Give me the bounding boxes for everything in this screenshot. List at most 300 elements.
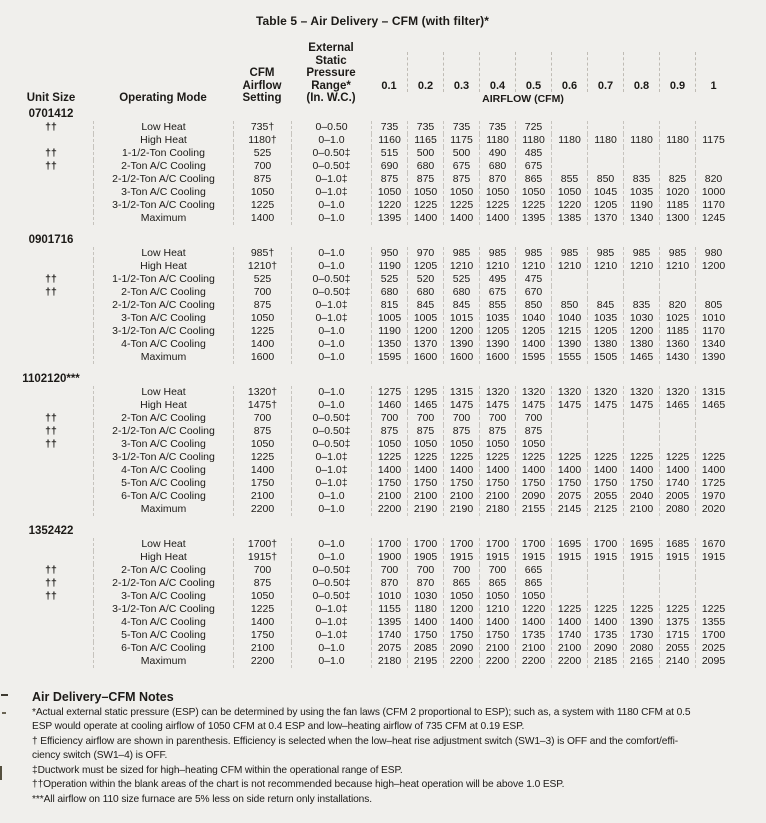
airflow-value-cell [659, 577, 695, 590]
airflow-value-cell: 1225 [623, 451, 659, 464]
operating-mode-cell: 5-Ton A/C Cooling [93, 477, 233, 490]
airflow-value-cell: 850 [551, 299, 587, 312]
airflow-value-cell: 1155 [371, 603, 407, 616]
airflow-value-cell: 2025 [695, 642, 731, 655]
table-title: Table 5 – Air Delivery – CFM (with filter)* [255, 14, 490, 28]
row-flag [9, 351, 93, 364]
cfm-setting-cell: 1225 [233, 325, 291, 338]
airflow-value-cell [659, 286, 695, 299]
cfm-setting-cell: 1400 [233, 338, 291, 351]
esp-range-cell: 0–1.0‡ [291, 603, 371, 616]
cfm-setting-cell: 875 [233, 173, 291, 186]
airflow-value-cell: 1735 [587, 629, 623, 642]
table-row [9, 655, 766, 668]
airflow-value-cell: 1400 [407, 464, 443, 477]
table-row [9, 564, 766, 577]
airflow-value-cell: 1395 [515, 212, 551, 225]
operating-mode-cell: Maximum [93, 655, 233, 668]
airflow-value-cell: 2155 [515, 503, 551, 516]
operating-mode-cell: 2-Ton A/C Cooling [93, 286, 233, 299]
airflow-value-cell: 700 [479, 564, 515, 577]
airflow-value-cell: 985 [443, 247, 479, 260]
table-row [9, 451, 766, 464]
table-row [9, 438, 766, 451]
table-row [9, 629, 766, 642]
airflow-value-cell: 970 [407, 247, 443, 260]
esp-range-cell: 0–1.0 [291, 260, 371, 273]
airflow-value-cell: 675 [443, 160, 479, 173]
airflow-value-cell: 850 [587, 173, 623, 186]
table-row [9, 199, 766, 212]
airflow-value-cell: 735 [407, 121, 443, 134]
row-flag [9, 325, 93, 338]
airflow-value-cell: 2090 [587, 642, 623, 655]
airflow-value-cell: 1180 [587, 134, 623, 147]
table-row [9, 121, 766, 134]
airflow-value-cell: 1400 [659, 464, 695, 477]
airflow-value-cell: 2005 [659, 490, 695, 503]
airflow-value-cell: 1465 [623, 351, 659, 364]
airflow-value-cell: 1210 [479, 260, 515, 273]
airflow-value-cell: 735 [443, 121, 479, 134]
esp-range-cell: 0–1.0 [291, 212, 371, 225]
airflow-value-cell: 1750 [443, 477, 479, 490]
airflow-value-cell: 1210 [587, 260, 623, 273]
airflow-value-cell: 1200 [623, 325, 659, 338]
airflow-value-cell: 1225 [695, 603, 731, 616]
note-line: ciency switch (SW1–4) is OFF. [32, 750, 168, 762]
airflow-value-cell: 1180 [515, 134, 551, 147]
airflow-value-cell: 1750 [443, 629, 479, 642]
col-header-cfm-setting [233, 67, 291, 105]
airflow-value-cell: 985 [659, 247, 695, 260]
table-row [9, 425, 766, 438]
airflow-value-cell [695, 121, 731, 134]
airflow-value-cell: 1030 [623, 312, 659, 325]
esp-tick-row [371, 52, 731, 92]
row-flag [9, 212, 93, 225]
airflow-value-cell: 1915 [515, 551, 551, 564]
row-flag [9, 260, 93, 273]
airflow-value-cell: 1400 [407, 212, 443, 225]
airflow-value-cell: 690 [371, 160, 407, 173]
operating-mode-cell: Maximum [93, 503, 233, 516]
airflow-value-cell: 2125 [587, 503, 623, 516]
airflow-value-cell: 700 [407, 412, 443, 425]
airflow-value-cell: 1225 [371, 451, 407, 464]
table-row [9, 134, 766, 147]
airflow-value-cell: 1050 [515, 590, 551, 603]
airflow-value-cell: 845 [587, 299, 623, 312]
col-header-operating-mode: Operating Mode [119, 92, 207, 104]
esp-range-cell: 0–1.0 [291, 490, 371, 503]
table-row [9, 247, 766, 260]
esp-range-cell: 0–1.0 [291, 199, 371, 212]
airflow-value-cell [551, 412, 587, 425]
airflow-value-cell [551, 577, 587, 590]
airflow-value-cell [695, 590, 731, 603]
cfm-setting-cell: 875 [233, 577, 291, 590]
airflow-value-cell [551, 147, 587, 160]
operating-mode-cell: 6-Ton A/C Cooling [93, 490, 233, 503]
esp-range-cell: 0–1.0 [291, 538, 371, 551]
row-flag [9, 134, 93, 147]
airflow-value-cell: 1400 [515, 616, 551, 629]
airflow-value-cell [587, 590, 623, 603]
cfm-setting-cell: 525 [233, 273, 291, 286]
airflow-value-cell: 1205 [587, 325, 623, 338]
airflow-value-cell [587, 564, 623, 577]
airflow-value-cell: 985 [515, 247, 551, 260]
airflow-value-cell: 1220 [551, 199, 587, 212]
airflow-value-cell: 2020 [695, 503, 731, 516]
airflow-value-cell: 1380 [623, 338, 659, 351]
cfm-setting-cell: 700 [233, 564, 291, 577]
airflow-value-cell [623, 273, 659, 286]
airflow-value-cell: 1400 [551, 616, 587, 629]
airflow-value-cell: 1465 [407, 399, 443, 412]
cfm-setting-cell: 700 [233, 412, 291, 425]
airflow-columns-header [371, 52, 731, 105]
airflow-value-cell: 985 [587, 247, 623, 260]
esp-tick: 0.6 [551, 52, 587, 92]
airflow-value-cell: 1045 [587, 186, 623, 199]
esp-range-cell: 0–1.0 [291, 338, 371, 351]
row-flag: †† [45, 120, 57, 133]
scan-artifact [2, 712, 6, 714]
esp-tick: 0.2 [407, 52, 443, 92]
airflow-value-cell: 1750 [551, 477, 587, 490]
airflow-value-cell [551, 286, 587, 299]
airflow-value-cell [587, 160, 623, 173]
airflow-value-cell: 1210 [479, 603, 515, 616]
airflow-value-cell: 2080 [659, 503, 695, 516]
airflow-value-cell: 1225 [479, 199, 515, 212]
operating-mode-cell: 6-Ton A/C Cooling [93, 642, 233, 655]
note-line: ESP would operate at cooling airflow of 1050 CFM at 0.4 ESP and low–heating airflow of 735 CFM at 0.19 ESP. [32, 721, 525, 733]
airflow-value-cell: 1475 [551, 399, 587, 412]
notes-lines [32, 706, 766, 808]
airflow-value-cell: 490 [479, 147, 515, 160]
airflow-value-cell: 1050 [479, 590, 515, 603]
unit-size-label: 1102120*** [22, 372, 80, 385]
operating-mode-cell: 3-1/2-Ton A/C Cooling [93, 451, 233, 464]
esp-tick: 0.4 [479, 52, 515, 92]
airflow-value-cell: 1395 [371, 212, 407, 225]
airflow-value-cell: 1915 [443, 551, 479, 564]
airflow-value-cell: 1050 [515, 438, 551, 451]
airflow-value-cell: 700 [371, 412, 407, 425]
airflow-value-cell: 1175 [695, 134, 731, 147]
airflow-value-cell [587, 412, 623, 425]
table-row [9, 616, 766, 629]
airflow-value-cell: 1185 [659, 325, 695, 338]
airflow-value-cell [659, 412, 695, 425]
airflow-value-cell: 1595 [515, 351, 551, 364]
unit-size-label: 0901716 [28, 233, 74, 246]
operating-mode-cell: 3-1/2-Ton A/C Cooling [93, 603, 233, 616]
airflow-value-cell: 1475 [623, 399, 659, 412]
operating-mode-cell: 2-1/2-Ton A/C Cooling [93, 425, 233, 438]
airflow-value-cell: 1020 [659, 186, 695, 199]
notes-section [32, 690, 766, 808]
airflow-value-cell: 1370 [407, 338, 443, 351]
airflow-value-cell: 1320 [659, 386, 695, 399]
airflow-value-cell: 1735 [515, 629, 551, 642]
airflow-value-cell [551, 425, 587, 438]
airflow-value-cell: 1215 [551, 325, 587, 338]
row-flag [9, 477, 93, 490]
airflow-value-cell: 875 [407, 173, 443, 186]
row-flag: †† [45, 285, 57, 298]
airflow-value-cell: 2055 [587, 490, 623, 503]
cfm-setting-cell: 1210† [233, 260, 291, 273]
scan-artifact [0, 766, 2, 780]
airflow-value-cell: 1355 [695, 616, 731, 629]
row-flag [9, 629, 93, 642]
row-flag [9, 386, 93, 399]
cfm-setting-cell: 1475† [233, 399, 291, 412]
esp-range-cell: 0–0.50‡ [291, 412, 371, 425]
airflow-value-cell: 1245 [695, 212, 731, 225]
airflow-value-cell: 1320 [551, 386, 587, 399]
airflow-value-cell: 2180 [371, 655, 407, 668]
cfm-setting-cell: 1225 [233, 603, 291, 616]
airflow-value-cell: 1225 [695, 451, 731, 464]
airflow-value-cell [659, 147, 695, 160]
airflow-value-cell: 1225 [515, 451, 551, 464]
airflow-value-cell: 1400 [587, 464, 623, 477]
airflow-value-cell: 1400 [407, 616, 443, 629]
airflow-value-cell: 1400 [443, 616, 479, 629]
airflow-value-cell: 725 [515, 121, 551, 134]
table-row [9, 642, 766, 655]
cfm-setting-cell: 2100 [233, 490, 291, 503]
operating-mode-cell: 5-Ton A/C Cooling [93, 629, 233, 642]
airflow-value-cell [659, 438, 695, 451]
operating-mode-cell: 4-Ton A/C Cooling [93, 616, 233, 629]
airflow-value-cell: 1400 [479, 464, 515, 477]
airflow-value-cell: 1915 [623, 551, 659, 564]
cfm-setting-cell: 1180† [233, 134, 291, 147]
airflow-value-cell: 820 [659, 299, 695, 312]
airflow-value-cell: 1700 [695, 629, 731, 642]
esp-tick: 0.7 [587, 52, 623, 92]
airflow-value-cell: 1700 [407, 538, 443, 551]
air-delivery-table [9, 42, 766, 668]
airflow-value-cell: 1740 [551, 629, 587, 642]
esp-range-cell: 0–0.50‡ [291, 425, 371, 438]
airflow-value-cell: 1695 [551, 538, 587, 551]
cfm-setting-cell: 1320† [233, 386, 291, 399]
airflow-value-cell [695, 577, 731, 590]
airflow-value-cell: 1225 [551, 603, 587, 616]
operating-mode-cell: 2-1/2-Ton A/C Cooling [93, 577, 233, 590]
airflow-value-cell [695, 147, 731, 160]
table-header-row [9, 42, 766, 105]
airflow-value-cell: 520 [407, 273, 443, 286]
airflow-value-cell: 1750 [407, 477, 443, 490]
airflow-value-cell: 875 [443, 173, 479, 186]
airflow-value-cell: 1225 [623, 603, 659, 616]
airflow-value-cell: 865 [479, 577, 515, 590]
airflow-value-cell: 835 [623, 299, 659, 312]
airflow-value-cell: 1400 [371, 464, 407, 477]
airflow-value-cell: 1220 [371, 199, 407, 212]
airflow-value-cell: 1740 [659, 477, 695, 490]
airflow-value-cell: 1225 [659, 451, 695, 464]
esp-range-cell: 0–1.0‡ [291, 629, 371, 642]
airflow-value-cell: 1475 [479, 399, 515, 412]
note-line: ‡Ductwork must be sized for high–heating CFM within the operational range of ESP. [32, 764, 403, 776]
airflow-value-cell: 1225 [407, 199, 443, 212]
airflow-value-cell: 2100 [407, 490, 443, 503]
airflow-value-cell: 1340 [623, 212, 659, 225]
airflow-value-cell: 2200 [515, 655, 551, 668]
airflow-value-cell: 1700 [587, 538, 623, 551]
airflow-value-cell: 1390 [551, 338, 587, 351]
airflow-value-cell: 700 [407, 564, 443, 577]
airflow-value-cell: 1395 [371, 616, 407, 629]
row-flag [9, 642, 93, 655]
esp-range-cell: 0–0.50 [291, 121, 371, 134]
esp-range-cell: 0–1.0‡ [291, 464, 371, 477]
airflow-value-cell: 1390 [479, 338, 515, 351]
airflow-cfm-label: AIRFLOW (CFM) [482, 92, 564, 105]
table-row [9, 286, 766, 299]
table-row [9, 577, 766, 590]
operating-mode-cell: High Heat [93, 134, 233, 147]
airflow-value-cell [695, 160, 731, 173]
airflow-value-cell: 1225 [407, 451, 443, 464]
airflow-value-cell [695, 564, 731, 577]
airflow-value-cell: 1700 [371, 538, 407, 551]
airflow-value-cell [659, 121, 695, 134]
airflow-value-cell: 1225 [587, 603, 623, 616]
airflow-value-cell [551, 438, 587, 451]
airflow-value-cell: 1600 [407, 351, 443, 364]
airflow-value-cell [587, 577, 623, 590]
note-line: † Efficiency airflow are shown in parenthesis. Efficiency is selected when the low–heat rise adjustment switch (SW1–3) is OFF and the comfort/effi- [32, 735, 679, 747]
esp-range-cell: 0–0.50‡ [291, 438, 371, 451]
unit-size-label: 0701412 [28, 107, 74, 120]
airflow-value-cell [695, 438, 731, 451]
esp-range-cell: 0–1.0‡ [291, 173, 371, 186]
airflow-value-cell: 1460 [371, 399, 407, 412]
cfm-setting-cell: 2200 [233, 655, 291, 668]
table-row [9, 173, 766, 186]
airflow-value-cell: 1375 [659, 616, 695, 629]
esp-tick: 0.3 [443, 52, 479, 92]
airflow-value-cell: 1685 [659, 538, 695, 551]
airflow-value-cell: 1050 [443, 590, 479, 603]
airflow-value-cell: 1465 [695, 399, 731, 412]
airflow-value-cell: 1320 [515, 386, 551, 399]
airflow-value-cell: 875 [479, 425, 515, 438]
operating-mode-cell: 3-1/2-Ton A/C Cooling [93, 325, 233, 338]
airflow-value-cell: 525 [371, 273, 407, 286]
airflow-value-cell: 1200 [695, 260, 731, 273]
airflow-value-cell: 2185 [587, 655, 623, 668]
airflow-value-cell: 500 [407, 147, 443, 160]
airflow-value-cell: 1320 [479, 386, 515, 399]
esp-range-cell: 0–0.50‡ [291, 286, 371, 299]
esp-range-line: Range* [311, 79, 351, 92]
table-row [9, 186, 766, 199]
table-row [9, 325, 766, 338]
airflow-value-cell: 1360 [659, 338, 695, 351]
airflow-value-cell [623, 160, 659, 173]
row-flag: †† [45, 146, 57, 159]
airflow-value-cell: 1030 [407, 590, 443, 603]
cfm-setting-line: Airflow [242, 79, 282, 92]
esp-tick: 0.1 [381, 79, 397, 92]
row-flag [9, 603, 93, 616]
unit-size-row [9, 107, 766, 121]
operating-mode-cell: 2-1/2-Ton A/C Cooling [93, 299, 233, 312]
airflow-value-cell: 865 [515, 577, 551, 590]
airflow-value-cell: 680 [479, 160, 515, 173]
airflow-value-cell: 1180 [407, 603, 443, 616]
operating-mode-cell: 1-1/2-Ton A/C Cooling [93, 273, 233, 286]
airflow-value-cell [659, 425, 695, 438]
airflow-value-cell: 1670 [695, 538, 731, 551]
airflow-value-cell: 1225 [551, 451, 587, 464]
airflow-value-cell: 1225 [443, 199, 479, 212]
table-row [9, 490, 766, 503]
airflow-value-cell: 1295 [407, 386, 443, 399]
airflow-value-cell: 1190 [371, 260, 407, 273]
airflow-value-cell: 1050 [407, 186, 443, 199]
esp-range-cell: 0–0.50‡ [291, 590, 371, 603]
airflow-value-cell: 1315 [695, 386, 731, 399]
airflow-value-cell: 2180 [479, 503, 515, 516]
airflow-value-cell: 515 [371, 147, 407, 160]
cfm-setting-cell: 1050 [233, 590, 291, 603]
row-flag [9, 503, 93, 516]
airflow-value-cell: 2095 [695, 655, 731, 668]
airflow-value-cell: 1225 [443, 451, 479, 464]
esp-range-cell: 0–1.0 [291, 351, 371, 364]
table-section [9, 372, 766, 516]
row-flag: †† [45, 563, 57, 576]
airflow-value-cell: 980 [695, 247, 731, 260]
scan-artifact [1, 694, 8, 696]
airflow-value-cell: 1900 [371, 551, 407, 564]
table-row [9, 147, 766, 160]
airflow-value-cell: 1400 [443, 212, 479, 225]
airflow-value-cell: 1205 [479, 325, 515, 338]
table-row [9, 160, 766, 173]
airflow-value-cell: 2190 [407, 503, 443, 516]
airflow-value-cell [623, 590, 659, 603]
airflow-value-cell [587, 425, 623, 438]
airflow-value-cell: 1050 [551, 186, 587, 199]
operating-mode-cell: 2-1/2-Ton A/C Cooling [93, 173, 233, 186]
row-flag [9, 538, 93, 551]
operating-mode-cell: 4-Ton A/C Cooling [93, 464, 233, 477]
airflow-value-cell: 1320 [587, 386, 623, 399]
table-row [9, 299, 766, 312]
airflow-value-cell: 1210 [551, 260, 587, 273]
airflow-value-cell: 1035 [623, 186, 659, 199]
row-flag: †† [45, 272, 57, 285]
col-header-unit-size: Unit Size [26, 92, 76, 104]
note-line: ***All airflow on 110 size furnace are 5% less on side return only installations. [32, 794, 372, 806]
airflow-value-cell: 1600 [479, 351, 515, 364]
row-flag [9, 173, 93, 186]
airflow-value-cell: 1275 [371, 386, 407, 399]
